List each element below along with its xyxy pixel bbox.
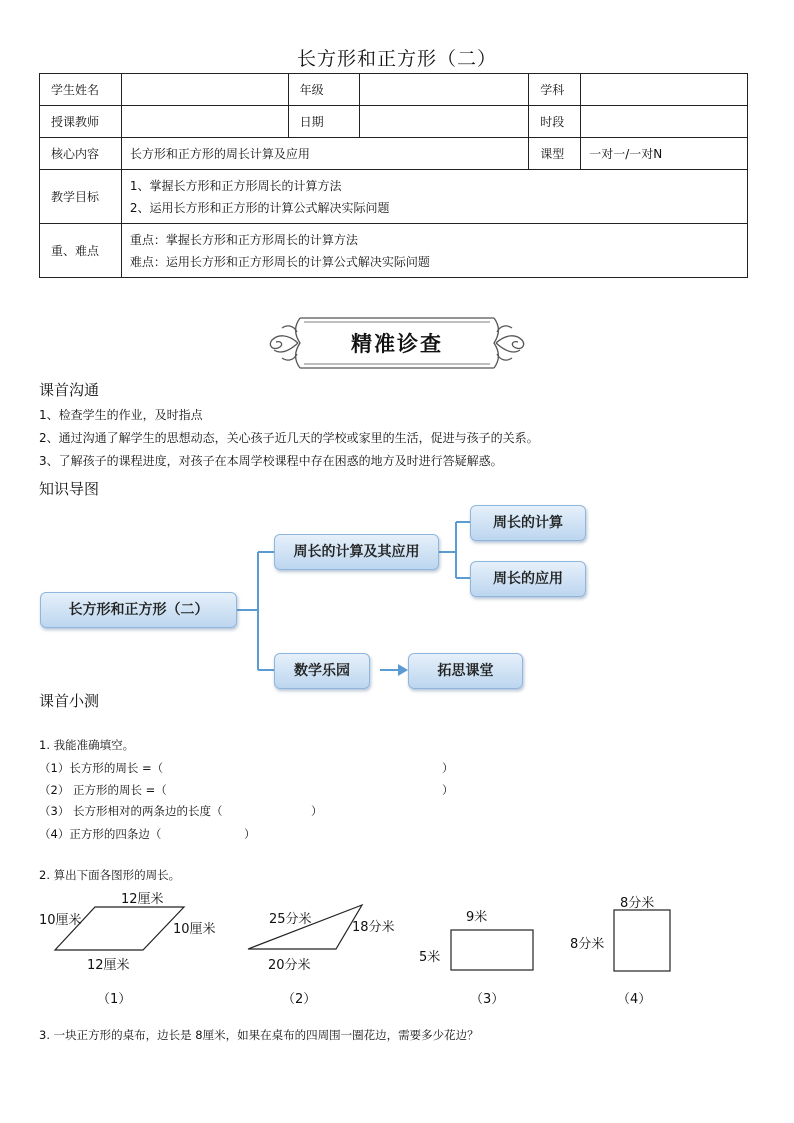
fig2-left-label: 25分米 — [269, 912, 312, 927]
key-points-value — [121, 224, 747, 278]
rectangle-shape — [451, 930, 533, 970]
fill-blank-item: （3） 长方形相对的两条边的长度（ — [39, 804, 223, 818]
teaching-goal-label: 教学目标 — [40, 170, 122, 224]
fig1-top-label: 12厘米 — [121, 892, 164, 907]
core-content-label: 核心内容 — [40, 138, 122, 170]
mindmap-heading: 知识导图 — [39, 480, 100, 498]
mindmap-root-node: 长方形和正方形（二） — [40, 592, 237, 628]
lesson-type-label: 课型 — [529, 138, 581, 170]
teaching-goal-value — [121, 170, 747, 224]
fill-blank-close: ） — [442, 783, 454, 797]
period-label: 时段 — [529, 106, 581, 138]
teacher-label: 授课教师 — [40, 106, 122, 138]
fig3-left-label: 5米 — [419, 950, 441, 965]
communication-item: 1、检查学生的作业，及时指点 — [39, 408, 203, 422]
communication-heading: 课首沟通 — [39, 381, 100, 399]
fig1-right-label: 10厘米 — [173, 922, 216, 937]
lesson-type-value: 一对一/一对N — [581, 138, 748, 170]
square-shape — [614, 910, 670, 971]
lesson-info-table — [39, 73, 748, 278]
fill-blank-close: ） — [442, 761, 454, 775]
fig4-left-label: 8分米 — [570, 937, 605, 952]
mindmap-branch-math-garden: 数学乐园 — [274, 653, 370, 689]
quiz-heading: 课首小测 — [39, 692, 100, 710]
fig3-top-label: 9米 — [466, 910, 488, 925]
grade-label: 年级 — [288, 74, 359, 106]
goal-line: 1、掌握长方形和正方形周长的计算方法 — [129, 178, 342, 193]
fig4-top-label: 8分米 — [620, 896, 655, 911]
goal-line: 2、运用长方形和正方形的计算公式解决实际问题 — [129, 200, 390, 215]
key-line: 重点：掌握长方形和正方形周长的计算方法 — [129, 232, 358, 247]
fig2-bottom-label: 20分米 — [268, 958, 311, 973]
student-name-value — [121, 74, 288, 106]
question-3-text: 3. 一块正方形的桌布，边长是 8厘米，如果在桌布的四周围一圈花边，需要多少花边？ — [39, 1028, 479, 1042]
fig2-right-label: 18分米 — [352, 920, 395, 935]
mindmap-branch-perimeter: 周长的计算及其应用 — [274, 534, 439, 570]
communication-item: 3、了解孩子的课程进度，对孩子在本周学校课程中存在困惑的地方及时进行答疑解惑。 — [39, 454, 503, 468]
fill-blank-close: ） — [244, 827, 256, 841]
mindmap-leaf-perimeter-calc: 周长的计算 — [470, 505, 586, 541]
fill-blank-item: （1）长方形的周长 =（ — [39, 761, 164, 775]
question-1-title: 1. 我能准确填空。 — [39, 738, 135, 752]
fig1-caption: （1） — [97, 992, 132, 1007]
period-value — [581, 106, 748, 138]
mindmap-leaf-perimeter-use: 周长的应用 — [470, 561, 586, 597]
student-name-label: 学生姓名 — [40, 74, 122, 106]
question-2-title: 2. 算出下面各图形的周长。 — [39, 868, 181, 882]
section-banner-title: 精准诊查 — [351, 331, 443, 356]
communication-item: 2、通过沟通了解学生的思想动态，关心孩子近几天的学校或家里的生活，促进与孩子的关系。 — [39, 431, 539, 445]
fig4-caption: （4） — [617, 992, 652, 1007]
fill-blank-close: ） — [311, 804, 323, 818]
date-value — [359, 106, 529, 138]
fill-blank-item: （4）正方形的四条边（ — [39, 827, 162, 841]
subject-value — [581, 74, 748, 106]
date-label: 日期 — [288, 106, 359, 138]
mindmap-node-extension-class: 拓思课堂 — [408, 653, 523, 689]
fig2-caption: （2） — [282, 992, 317, 1007]
subject-label: 学科 — [529, 74, 581, 106]
grade-value — [359, 74, 529, 106]
teacher-value — [121, 106, 288, 138]
fig1-left-label: 10厘米 — [39, 913, 82, 928]
core-content-value: 长方形和正方形的周长计算及应用 — [121, 138, 528, 170]
fill-blank-item: （2） 正方形的周长 =（ — [39, 783, 167, 797]
key-points-label: 重、难点 — [40, 224, 122, 278]
fig3-caption: （3） — [470, 992, 505, 1007]
key-line: 难点：运用长方形和正方形周长的计算公式解决实际问题 — [129, 254, 430, 269]
page-title: 长方形和正方形（二） — [296, 48, 497, 70]
fig1-bottom-label: 12厘米 — [87, 958, 130, 973]
